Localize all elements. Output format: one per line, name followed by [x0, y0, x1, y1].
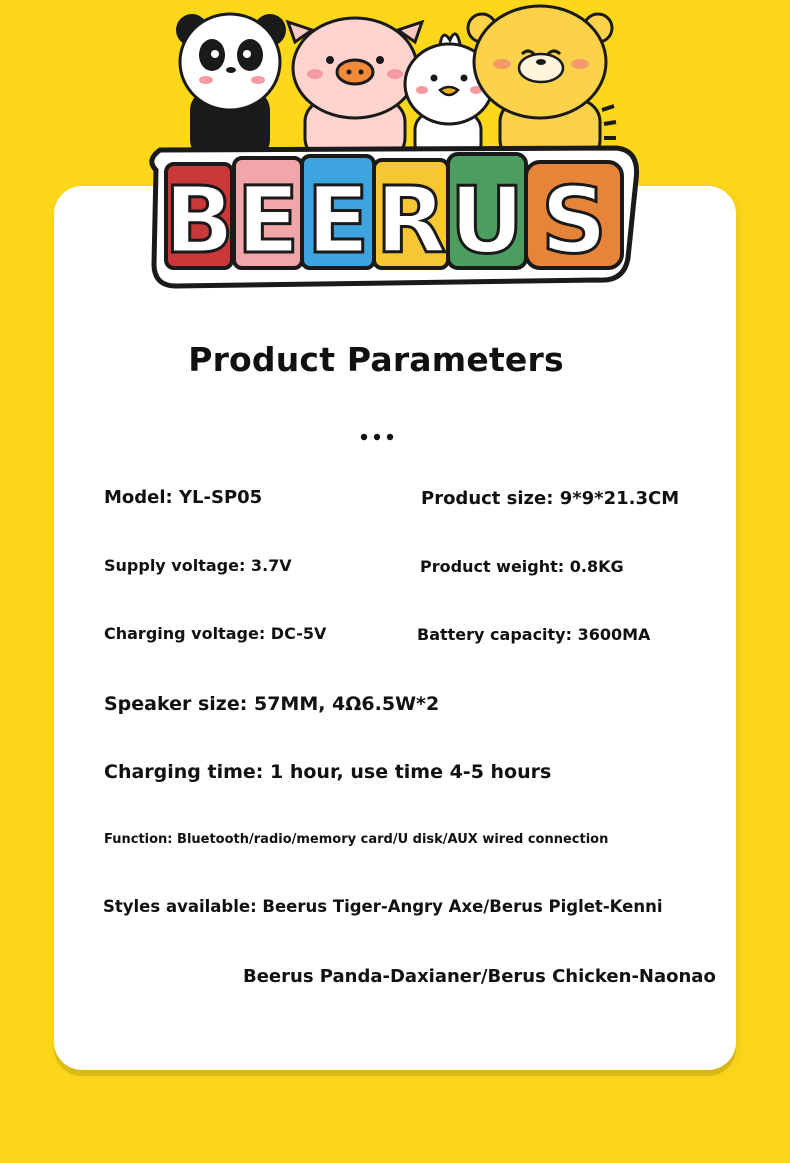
param-function: Function: Bluetooth/radio/memory card/U disk/AUX wired connection	[104, 832, 609, 847]
param-product-weight: Product weight: 0.8KG	[420, 557, 624, 576]
param-charging-voltage: Charging voltage: DC-5V	[104, 624, 327, 643]
beerus-logo	[146, 140, 642, 290]
logo-char-e1: E	[236, 167, 300, 274]
panda-mascot-icon	[176, 14, 286, 160]
ellipsis-icon	[360, 432, 394, 442]
logo-char-r: R	[375, 167, 447, 274]
logo-char-b: B	[163, 167, 235, 274]
param-model: Model: YL-SP05	[104, 487, 263, 508]
param-styles-line-2: Beerus Panda-Daxianer/Berus Chicken-Naonao	[243, 966, 716, 987]
tiger-mascot-icon	[468, 6, 616, 162]
param-battery-capacity: Battery capacity: 3600MA	[417, 625, 651, 644]
param-product-size: Product size: 9*9*21.3CM	[421, 488, 680, 509]
logo-char-s: S	[540, 167, 608, 274]
param-charging-time: Charging time: 1 hour, use time 4-5 hours	[104, 761, 552, 783]
logo-char-e2: E	[306, 167, 370, 274]
page-title: Product Parameters	[188, 340, 564, 379]
param-speaker-size: Speaker size: 57MM, 4Ω6.5W*2	[104, 693, 440, 715]
logo-char-u: U	[449, 167, 525, 274]
piglet-mascot-icon	[288, 18, 422, 160]
param-supply-voltage: Supply voltage: 3.7V	[104, 556, 292, 575]
param-styles-line-1: Styles available: Beerus Tiger-Angry Axe/Berus Piglet-Kenni	[103, 897, 663, 916]
